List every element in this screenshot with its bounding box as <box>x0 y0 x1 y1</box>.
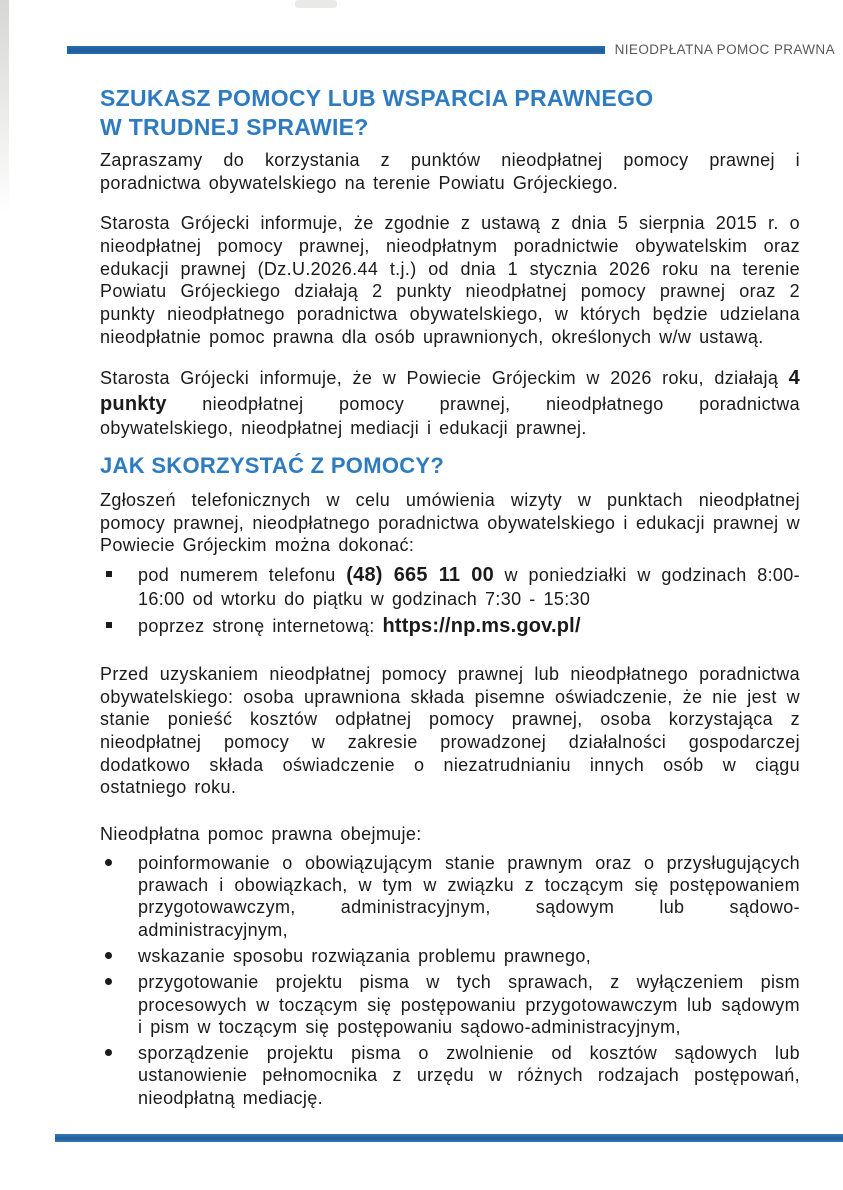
declaration-paragraph: Przed uzyskaniem nieodpłatnej pomocy prawnej lub nieodpłatnego poradnictwa obywatelskiego: osoba uprawniona składa pisemne oświadczenie, że nie jest w stanie ponieść kosztów odpłatnej pomocy prawnej, osoba korzystająca z nieodpłatnej pomocy w zakresie prowadzonej działalności gospodarczej dodatkowo składa oświadczenie o niezatrudnianiu innych osób w ciągu ostatniego roku. <box>100 663 800 798</box>
main-title-line1: SZUKASZ POMOCY LUB WSPARCIA PRAWNEGO <box>100 85 654 111</box>
intro-paragraph: Zapraszamy do korzystania z punktów nieodpłatnej pomocy prawnej i poradnictwa obywatelskiego na terenie Powiatu Grójeckiego. <box>100 150 800 193</box>
document-body <box>100 78 800 1109</box>
scan-smudge-artifact <box>295 0 337 8</box>
scope-item: przygotowanie projektu pisma w tych sprawach, z wyłączeniem pism procesowych w toczącym się postępowaniu przygotowawczym lub sądowym i pism w toczącym się postępowaniu sądowo-administracyjnym, <box>100 971 800 1038</box>
website-contact-item <box>100 614 800 639</box>
main-title-line2: W TRUDNEJ SPRAWIE? <box>100 113 369 140</box>
page-header <box>67 42 835 57</box>
contact-options-list <box>100 563 800 639</box>
points-count-paragraph <box>100 366 800 439</box>
header-divider-rule <box>67 46 605 54</box>
scope-item: poinformowanie o obowiązującym stanie prawnym oraz o przysługujących prawach i obowiązkach, w tym w związku z toczącym się postępowaniem przygotowawczym, administracyjnym, sądowym lub sądowo-administracyjnym, <box>100 852 800 941</box>
how-intro-paragraph: Zgłoszeń telefonicznych w celu umówienia wizyty w punktach nieodpłatnej pomocy prawnej, nieodpłatnego poradnictwa obywatelskiego i edukacji prawnej w Powiecie Grójeckim można dokonać: <box>100 490 800 556</box>
phone-contact-item <box>100 563 800 610</box>
phone-text-before: pod numerem telefonu <box>138 565 347 586</box>
statute-paragraph: Starosta Grójecki informuje, że zgodnie z ustawą z dnia 5 sierpnia 2015 r. o nieodpłatnej pomocy prawnej, nieodpłatnym poradnictwie obywatelskim oraz edukacji prawnej (Dz.U.2026.44 t.j.) od dnia 1 stycznia 2026 roku na terenie Powiatu Grójeckiego działają 2 punkty nieodpłatnej pomocy prawnej oraz 2 punkty nieodpłatnego poradnictwa obywatelskiego, w których będzie udzielana nieodpłatnie pomoc prawna dla osób uprawnionych, określonych w/w ustawą. <box>100 213 800 347</box>
website-link[interactable]: https://np.ms.gov.pl/ <box>382 615 581 638</box>
main-title <box>100 84 800 141</box>
section-title-how: JAK SKORZYSTAĆ Z POMOCY? <box>100 453 445 479</box>
scope-item: sporządzenie projektu pisma o zwolnienie od kosztów sądowych lub ustanowienie pełnomocnika z urzędu w różnych rodzajach postępowań, nieodpłatną mediację. <box>100 1042 800 1109</box>
scope-intro-paragraph: Nieodpłatna pomoc prawna obejmuje: <box>100 824 422 844</box>
points-count-text-after: nieodpłatnej pomocy prawnej, nieodpłatnego poradnictwa obywatelskiego, nieodpłatnej mediacji i edukacji prawnej. <box>100 393 800 438</box>
points-count-bold: 4 punkty <box>100 367 800 415</box>
phone-number: (48) 665 11 00 <box>346 564 494 587</box>
scope-item: wskazanie sposobu rozwiązania problemu prawnego, <box>100 945 800 967</box>
phone-text-after: w poniedziałki w godzinach 8:00-16:00 od wtorku do piątku w godzinach 7:30 - 15:30 <box>138 565 800 609</box>
footer-divider-rule <box>55 1134 843 1142</box>
scan-edge-artifact <box>0 0 9 215</box>
brand-label: NIEODPŁATNA POMOC PRAWNA <box>614 42 835 57</box>
points-count-text-before: Starosta Grójecki informuje, że w Powiecie Grójeckim w 2026 roku, działają <box>100 368 789 389</box>
website-text-before: poprzez stronę internetową: <box>138 616 383 637</box>
scope-items-list <box>100 852 800 1109</box>
